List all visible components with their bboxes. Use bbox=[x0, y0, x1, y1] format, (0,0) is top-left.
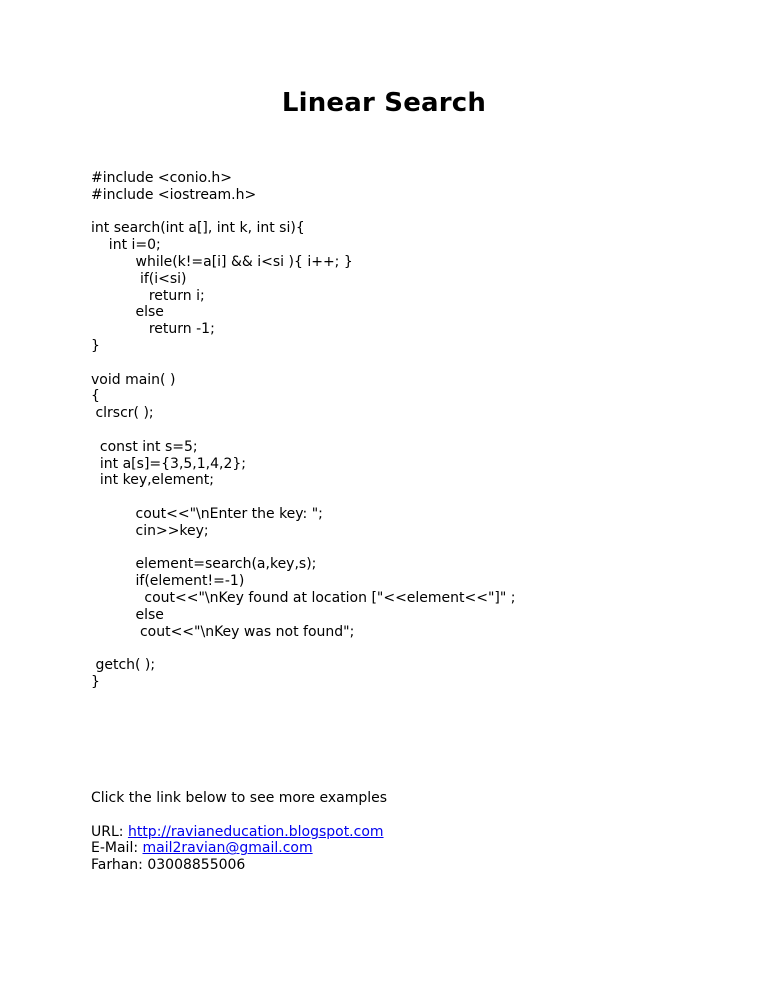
code-line: while(k!=a[i] && i<si ){ i++; } bbox=[91, 253, 353, 270]
email-link[interactable]: mail2ravian@gmail.com bbox=[142, 840, 313, 857]
url-link[interactable]: http://ravianeducation.blogspot.com bbox=[127, 823, 384, 840]
code-line: if(i<si) bbox=[91, 270, 187, 287]
page-title: Linear Search bbox=[281, 88, 487, 118]
footer-spacer bbox=[91, 807, 387, 824]
code-line: } bbox=[91, 673, 100, 690]
code-line: return -1; bbox=[91, 321, 215, 338]
code-line: int i=0; bbox=[91, 237, 161, 254]
code-line: const int s=5; bbox=[91, 438, 198, 455]
footer-intro: Click the link below to see more examples bbox=[91, 790, 388, 806]
code-line: { bbox=[91, 388, 100, 405]
code-line: cin>>key; bbox=[91, 522, 209, 539]
email-row bbox=[91, 840, 387, 857]
code-line: if(element!=-1) bbox=[91, 573, 245, 590]
code-line: #include <conio.h> bbox=[91, 170, 233, 186]
code-line: cout<<"\nEnter the key: "; bbox=[91, 505, 323, 522]
code-line bbox=[91, 204, 516, 221]
code-line: void main( ) bbox=[91, 371, 176, 388]
code-line: else bbox=[91, 606, 164, 623]
code-line: clrscr( ); bbox=[91, 405, 154, 422]
code-line: element=search(a,key,s); bbox=[91, 556, 317, 573]
code-line bbox=[91, 489, 516, 506]
email-label: E-Mail: bbox=[91, 840, 143, 857]
code-line bbox=[91, 640, 516, 657]
code-listing bbox=[91, 170, 516, 691]
code-line bbox=[91, 422, 516, 439]
code-line: return i; bbox=[91, 287, 205, 304]
code-line bbox=[91, 540, 516, 557]
code-line: cout<<"\nKey was not found"; bbox=[91, 623, 355, 640]
code-line: getch( ); bbox=[91, 657, 156, 674]
code-line: int search(int a[], int k, int si){ bbox=[91, 220, 305, 237]
code-line: int a[s]={3,5,1,4,2}; bbox=[91, 455, 246, 472]
code-line: else bbox=[91, 304, 164, 321]
contact-line: Farhan: 03008855006 bbox=[91, 857, 246, 874]
url-row bbox=[91, 824, 387, 841]
code-line: #include <iostream.h> bbox=[91, 186, 257, 203]
code-line: cout<<"\nKey found at location ["<<element<<"]" ; bbox=[91, 589, 516, 606]
code-line bbox=[91, 355, 516, 372]
code-line: } bbox=[91, 337, 100, 354]
code-line: int key,element; bbox=[91, 472, 215, 489]
url-label: URL: bbox=[91, 823, 128, 840]
footer bbox=[91, 790, 387, 874]
